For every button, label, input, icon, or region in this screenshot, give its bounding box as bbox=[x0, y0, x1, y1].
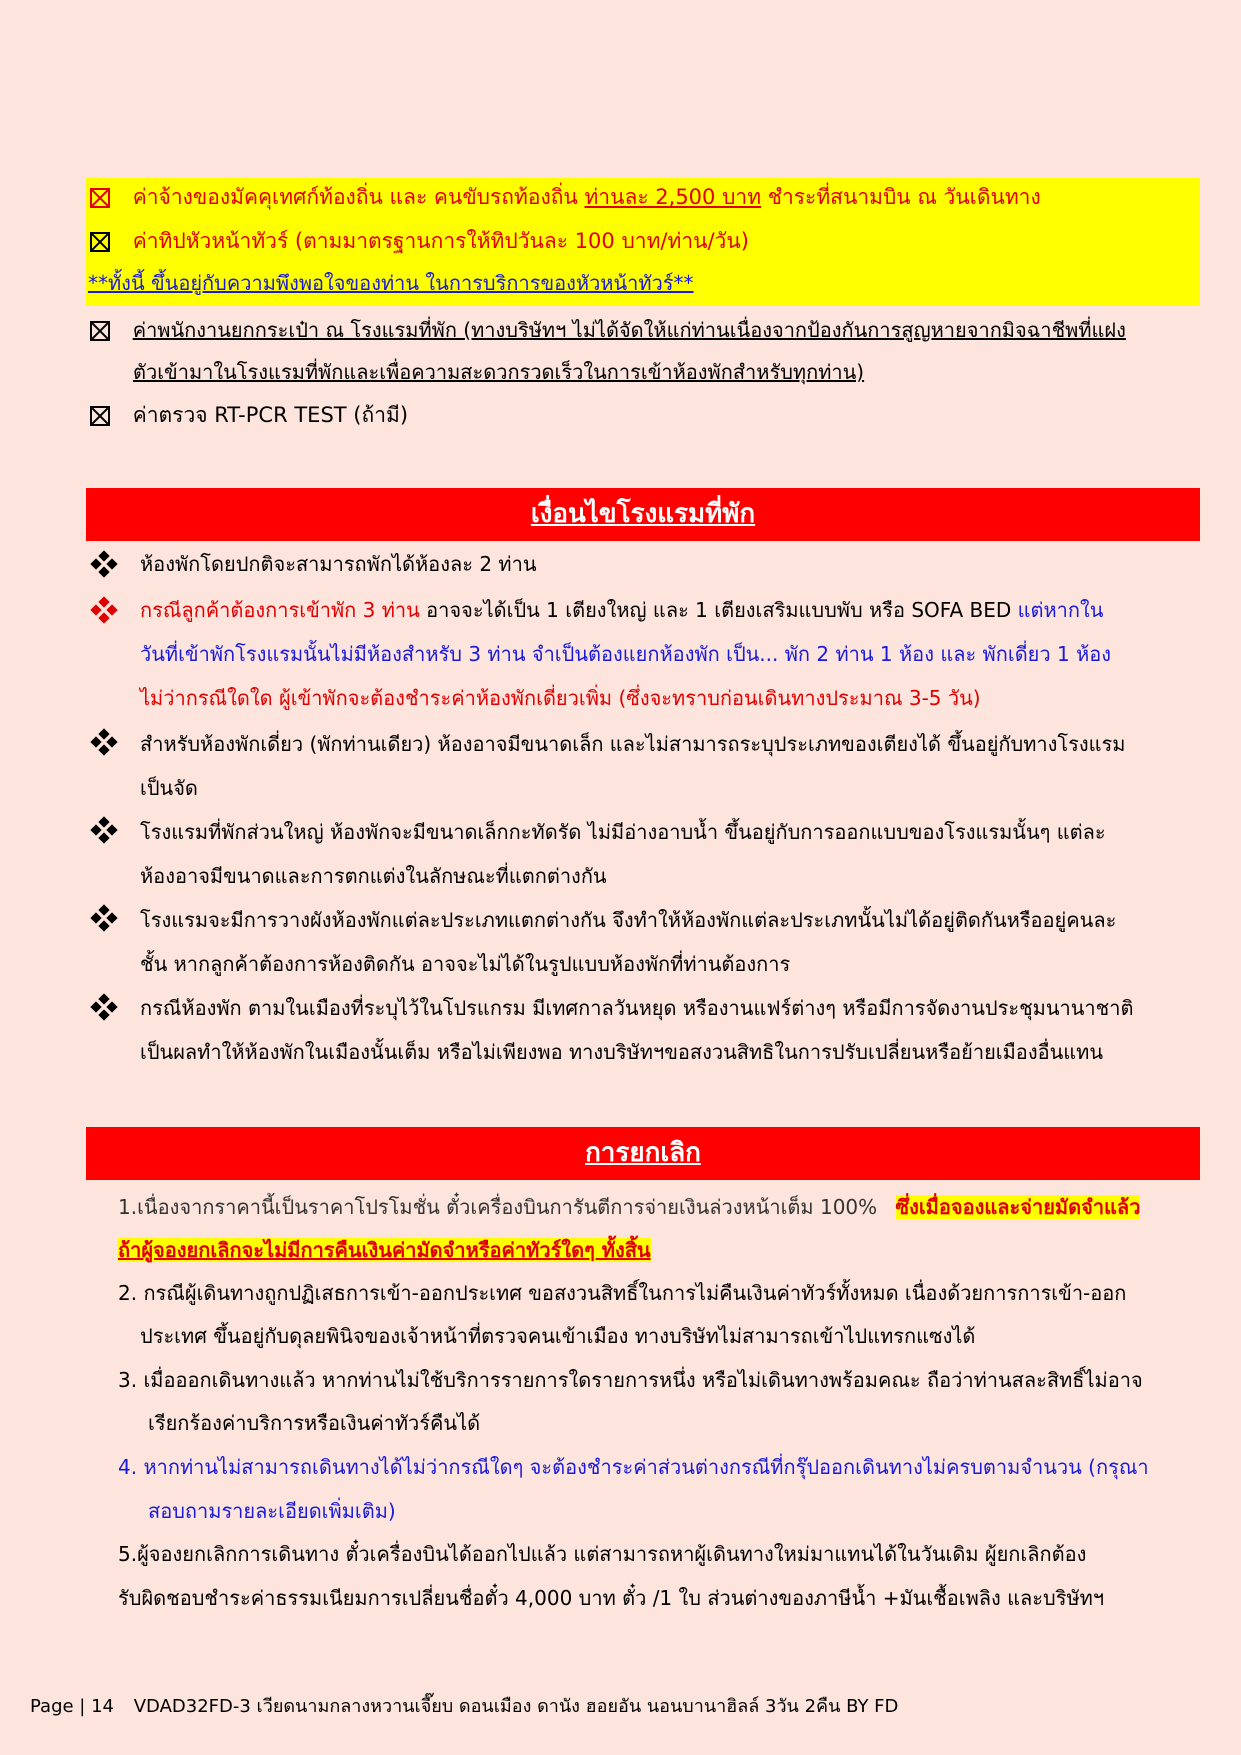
cancel-item-2-line1: 2. กรณีผู้เดินทางถูกปฏิเสธการเข้า-ออกประเทศ ขอสงวนสิทธิ์ในการไม่คืนเงินค่าทัวร์ทั้งหมด เนื่องด้วยการการเข้า-ออก bbox=[118, 1281, 1127, 1305]
hotel-bullet-5-line1: โรงแรมจะมีการวางผังห้องพักแต่ละประเภทแตกต่างกัน จึงทำให้ห้องพักแต่ละประเภทนั้นไม่ได้อยู่ติดกันหรืออยู่คนละ bbox=[140, 908, 1117, 932]
hotel-bullet-3-line1: สำหรับห้องพักเดี่ยว (พักท่านเดียว) ห้องอาจมีขนาดเล็ก และไม่สามารถระบุประเภทของเตียงได้ ขึ้นอยู่กับทางโรงแรม bbox=[140, 732, 1126, 756]
exclude-item-guide bbox=[90, 184, 1041, 210]
hotel-bullet-2-line2: วันที่เข้าพักโรงแรมนั้นไม่มีห้องสำหรับ 3 ท่าน จำเป็นต้องแยกห้องพัก เป็น... พัก 2 ท่าน 1 ห้อง และ พักเดี่ยว 1 ห้อง bbox=[140, 642, 1112, 666]
cancel-item-1-highlight-2: ถ้าผู้จองยกเลิกจะไม่มีการคืนเงินค่ามัดจำหรือค่าทัวร์ใดๆ ทั้งสิ้น bbox=[118, 1238, 651, 1262]
cancel-item-3-line1: 3. เมื่อออกเดินทางแล้ว หากท่านไม่ใช้บริการรายการใดรายการหนึ่ง หรือไม่เดินทางพร้อมคณะ ถือว่าท่านสละสิทธิ์ไม่อาจ bbox=[118, 1368, 1143, 1392]
exclude-guide-price: ท่านละ 2,500 บาท bbox=[584, 185, 762, 209]
exclude-guide-prefix: ค่าจ้างของมัคคุเทศก์ท้องถิ่น และ คนขับรถท้องถิ่น bbox=[132, 185, 585, 209]
tour-code: VDAD32FD-3 เวียดนามกลางหวานเจี๊ยบ ดอนเมือง ดานัง ฮอยอัน นอนบานาฮิลล์ 3วัน 2คืน BY FD bbox=[133, 1696, 899, 1717]
hotel-bullet-2-red: กรณีลูกค้าต้องการเข้าพัก 3 ท่าน bbox=[140, 598, 420, 622]
diamond-bullet-icon bbox=[91, 597, 117, 623]
hotel-bullet-2-black: อาจจะได้เป็น 1 เตียงใหญ่ และ 1 เตียงเสริมแบบพับ หรือ SOFA BED bbox=[419, 598, 1018, 622]
hotel-bullet-3-line2: เป็นจัด bbox=[140, 776, 198, 800]
exclude-tip-note-text: **ทั้งนี้ ขึ้นอยู่กับความพึงพอใจของท่าน ในการบริการของหัวหน้าทัวร์** bbox=[88, 271, 694, 295]
cancel-item-5-line1: 5.ผู้จองยกเลิกการเดินทาง ตั๋วเครื่องบินได้ออกไปแล้ว แต่สามารถหาผู้เดินทางใหม่มาแทนได้ในวันเดิม ผู้ยกเลิกต้อง bbox=[118, 1542, 1087, 1566]
cancel-item-1-plain: 1.เนื่องจากราคานี้เป็นราคาโปรโมชั่น ตั๋วเครื่องบินการันตีการจ่ายเงินล่วงหน้าเต็ม 100% bbox=[118, 1195, 878, 1219]
exclude-item-rtpcr bbox=[90, 402, 408, 428]
exclude-guide-suffix: ชำระที่สนามบิน ณ วันเดินทาง bbox=[761, 185, 1041, 209]
cancel-item-3-line2: เรียกร้องค่าบริการหรือเงินค่าทัวร์คืนได้ bbox=[148, 1411, 481, 1435]
cancellation-header bbox=[86, 1127, 1200, 1180]
exclude-item-porter bbox=[90, 317, 1126, 343]
cancellation-title: การยกเลิก bbox=[585, 1138, 701, 1168]
checkbox-x-icon bbox=[90, 232, 110, 252]
hotel-bullet-1: ห้องพักโดยปกติจะสามารถพักได้ห้องละ 2 ท่าน bbox=[140, 552, 537, 576]
hotel-conditions-title: เงื่อนไขโรงแรมที่พัก bbox=[530, 499, 756, 529]
hotel-bullet-2-line1 bbox=[140, 588, 1103, 632]
hotel-bullet-2-line3: ไม่ว่ากรณีใดใด ผู้เข้าพักจะต้องชำระค่าห้องพักเดี่ยวเพิ่ม (ซึ่งจะทราบก่อนเดินทางประมาณ 3-5 วัน) bbox=[140, 686, 981, 710]
exclude-porter-line1: ค่าพนักงานยกกระเป๋า ณ โรงแรมที่พัก (ทางบริษัทฯ ไม่ได้จัดให้แก่ท่านเนื่องจากป้องกันการสูญหายจากมิจฉาชีพที่แฝง bbox=[132, 318, 1126, 342]
hotel-conditions-header bbox=[86, 488, 1200, 541]
cancel-item-1-line2 bbox=[118, 1237, 651, 1263]
cancel-item-4-line1: 4. หากท่านไม่สามารถเดินทางได้ไม่ว่ากรณีใดๆ จะต้องชำระค่าส่วนต่างกรณีที่กรุ๊ปออกเดินทางไม่ครบตามจำนวน (กรุณา bbox=[118, 1455, 1149, 1479]
exclude-porter-line2-text: ตัวเข้ามาในโรงแรมที่พักและเพื่อความสะดวกรวดเร็วในการเข้าห้องพักสำหรับทุกท่าน) bbox=[133, 360, 865, 384]
hotel-bullet-2-blue: แต่หากใน bbox=[1017, 598, 1104, 622]
diamond-bullet-icon bbox=[91, 551, 117, 577]
cancel-item-2-line2: ประเทศ ขึ้นอยู่กับดุลยพินิจของเจ้าหน้าที่ตรวจคนเข้าเมือง ทางบริษัทไม่สามารถเข้าไปแทรกแซงได้ bbox=[140, 1324, 976, 1348]
diamond-bullet-icon bbox=[91, 729, 117, 755]
page-footer bbox=[30, 1696, 898, 1718]
cancel-item-5-line2: รับผิดชอบชำระค่าธรรมเนียมการเปลี่ยนชื่อตั๋ว 4,000 บาท ตั๋ว /1 ใบ ส่วนต่างของภาษีน้ำ +มันเชื้อเพลิง และบริษัทฯ bbox=[118, 1586, 1105, 1610]
cancel-item-4-line2: สอบถามรายละเอียดเพิ่มเติม) bbox=[148, 1499, 396, 1523]
exclude-tip-note bbox=[88, 270, 694, 296]
diamond-bullet-icon bbox=[91, 994, 117, 1020]
cancel-item-1-line1 bbox=[118, 1194, 1140, 1220]
diamond-bullet-icon bbox=[91, 905, 117, 931]
page-number: Page | 14 bbox=[30, 1696, 114, 1717]
exclude-rtpcr-text: ค่าตรวจ RT-PCR TEST (ถ้ามี) bbox=[132, 403, 409, 427]
checkbox-x-icon bbox=[90, 188, 110, 208]
checkbox-x-icon bbox=[90, 321, 110, 341]
exclude-tip-text: ค่าทิปหัวหน้าทัวร์ (ตามมาตรฐานการให้ทิปวันละ 100 บาท/ท่าน/วัน) bbox=[132, 229, 749, 253]
exclude-item-tip bbox=[90, 228, 749, 254]
checkbox-x-icon bbox=[90, 406, 110, 426]
hotel-bullet-6-line1: กรณีห้องพัก ตามในเมืองที่ระบุไว้ในโปรแกรม มีเทศกาลวันหยุด หรืองานแฟร์ต่างๆ หรือมีการจัดงานประชุมนานาชาติ bbox=[140, 996, 1134, 1020]
diamond-bullet-icon bbox=[91, 817, 117, 843]
hotel-bullet-5-line2: ชั้น หากลูกค้าต้องการห้องติดกัน อาจจะไม่ได้ในรูปแบบห้องพักที่ท่านต้องการ bbox=[140, 952, 791, 976]
hotel-bullet-4-line2: ห้องอาจมีขนาดและการตกแต่งในลักษณะที่แตกต่างกัน bbox=[140, 864, 607, 888]
hotel-bullet-6-line2: เป็นผลทำให้ห้องพักในเมืองนั้นเต็ม หรือไม่เพียงพอ ทางบริษัทฯขอสงวนสิทธิในการปรับเปลี่ยนหรือย้ายเมืองอื่นแทน bbox=[140, 1040, 1104, 1064]
exclude-porter-line2 bbox=[133, 359, 864, 385]
hotel-bullet-4-line1: โรงแรมที่พักส่วนใหญ่ ห้องพักจะมีขนาดเล็กกะทัดรัด ไม่มีอ่างอาบน้ำ ขึ้นอยู่กับการออกแบบของโรงแรมนั้นๆ แต่ละ bbox=[140, 820, 1106, 844]
cancel-item-1-highlight: ซึ่งเมื่อจองและจ่ายมัดจำแล้ว bbox=[895, 1195, 1141, 1219]
